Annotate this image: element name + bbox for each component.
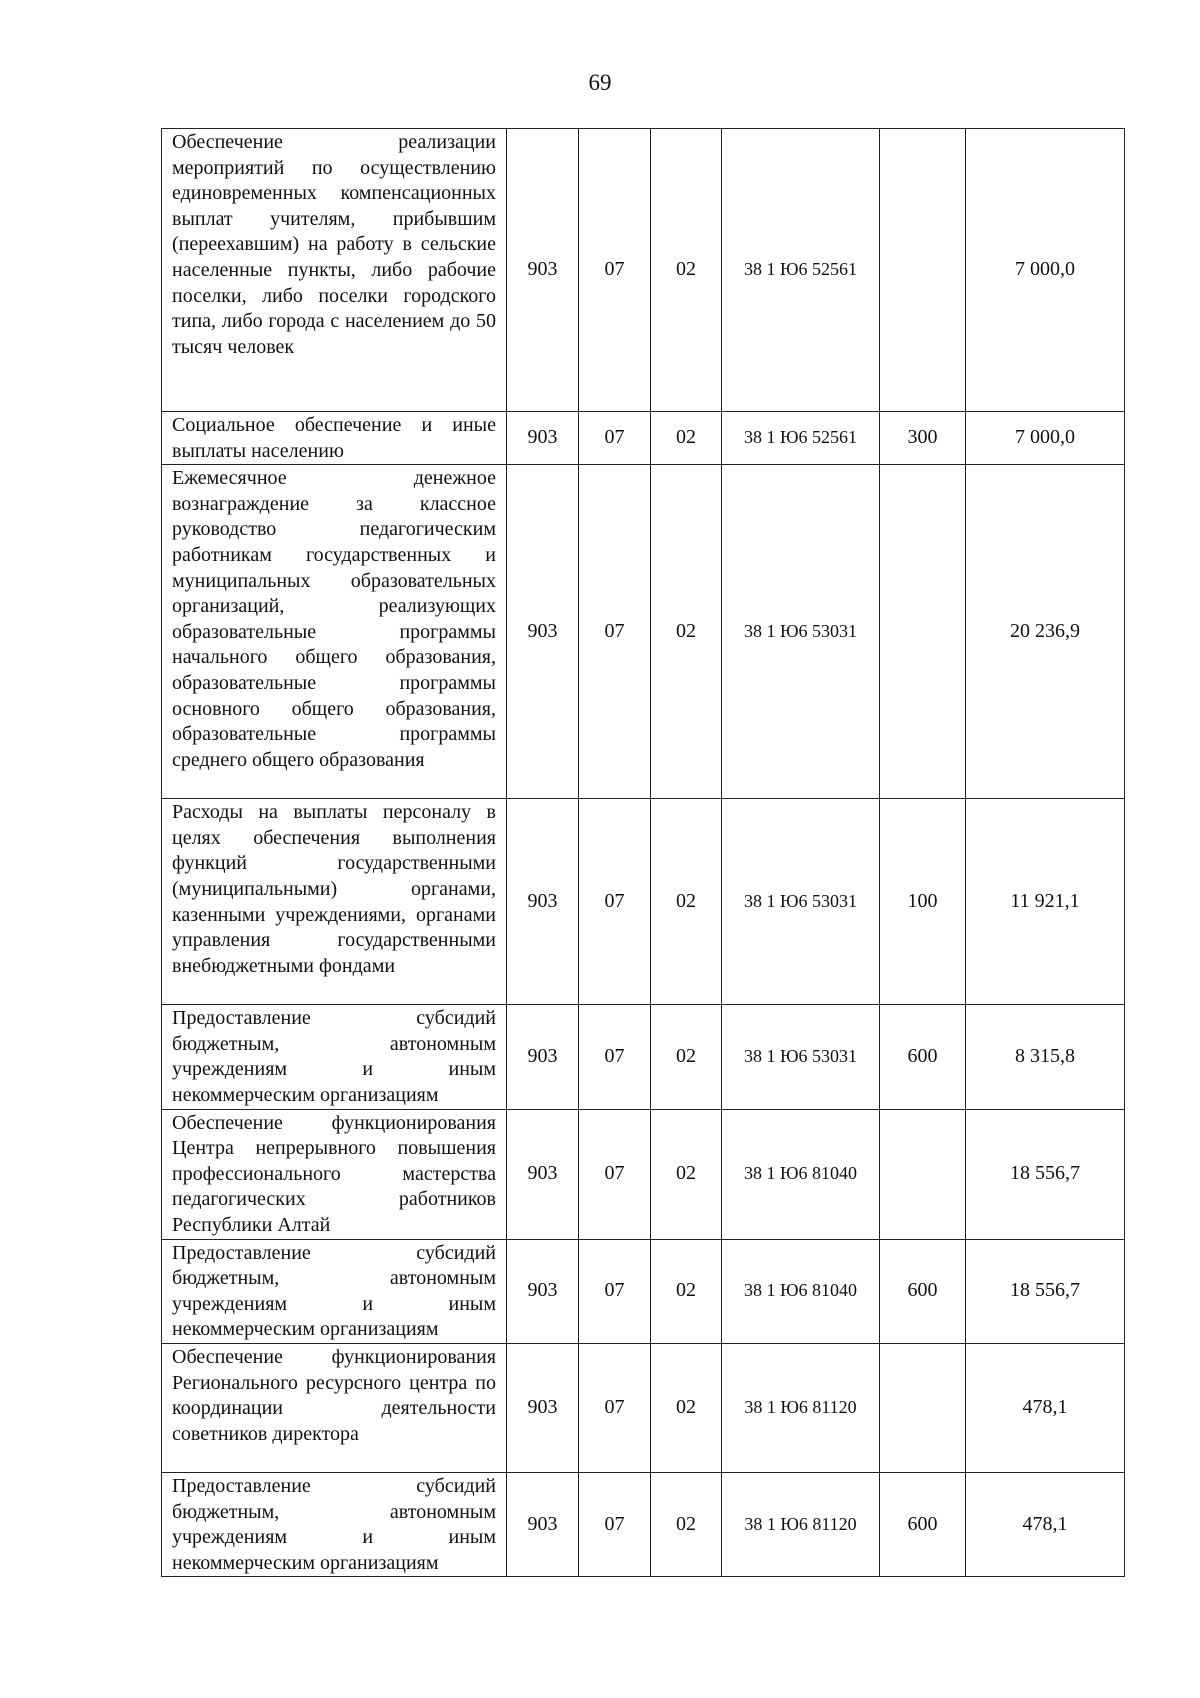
row-ministry-code: 903: [507, 1472, 579, 1576]
row-target-article: 38 1 Ю6 53031: [722, 799, 880, 1005]
row-target-article: 38 1 Ю6 81040: [722, 1239, 880, 1343]
row-description: Обеспечение функционирования Регионального ресурсного центра по координации деятельности советников директора: [162, 1343, 507, 1472]
row-section-code: 07: [579, 1472, 651, 1576]
table-row: [162, 412, 1125, 465]
row-ministry-code: 903: [507, 1005, 579, 1109]
row-target-article: 38 1 Ю6 52561: [722, 412, 880, 465]
row-target-article: 38 1 Ю6 81120: [722, 1472, 880, 1576]
row-subsection-code: 02: [651, 129, 722, 412]
row-amount: 11 921,1: [966, 799, 1125, 1005]
row-ministry-code: 903: [507, 412, 579, 465]
table-row: [162, 129, 1125, 412]
row-description: Обеспечение функционирования Центра непрерывного повышения профессионального мастерства педагогических работников Республики Алтай: [162, 1109, 507, 1239]
row-expense-type: [880, 1109, 966, 1239]
row-ministry-code: 903: [507, 129, 579, 412]
row-section-code: 07: [579, 799, 651, 1005]
row-amount: 478,1: [966, 1472, 1125, 1576]
row-section-code: 07: [579, 1005, 651, 1109]
row-section-code: 07: [579, 1239, 651, 1343]
row-ministry-code: 903: [507, 465, 579, 799]
table-row: [162, 1005, 1125, 1109]
row-description: Обеспечение реализации мероприятий по осуществлению единовременных компенсационных выплат учителям, прибывшим (переехавшим) на работу в сельские населенные пункты, либо рабочие поселки, либо поселки городского типа, либо города с населением до 50 тысяч человек: [162, 129, 507, 412]
row-subsection-code: 02: [651, 1239, 722, 1343]
row-ministry-code: 903: [507, 1109, 579, 1239]
row-expense-type: 600: [880, 1239, 966, 1343]
row-amount: 478,1: [966, 1343, 1125, 1472]
table-row: [162, 1109, 1125, 1239]
row-description: Социальное обеспечение и иные выплаты населению: [162, 412, 507, 465]
page-number: 69: [588, 70, 612, 95]
row-subsection-code: 02: [651, 1109, 722, 1239]
row-ministry-code: 903: [507, 1343, 579, 1472]
row-amount: 18 556,7: [966, 1239, 1125, 1343]
row-amount: 20 236,9: [966, 465, 1125, 799]
table-row: [162, 1472, 1125, 1576]
row-subsection-code: 02: [651, 1005, 722, 1109]
row-target-article: 38 1 Ю6 81120: [722, 1343, 880, 1472]
row-target-article: 38 1 Ю6 53031: [722, 1005, 880, 1109]
table-row: [162, 1343, 1125, 1472]
row-description: Предоставление субсидий бюджетным, автономным учреждениям и иным некоммерческим организациям: [162, 1005, 507, 1109]
budget-table-body: [162, 129, 1125, 1577]
row-amount: 18 556,7: [966, 1109, 1125, 1239]
row-expense-type: 300: [880, 412, 966, 465]
table-row: [162, 1239, 1125, 1343]
row-expense-type: 600: [880, 1005, 966, 1109]
row-section-code: 07: [579, 1109, 651, 1239]
row-subsection-code: 02: [651, 412, 722, 465]
table-row: [162, 465, 1125, 799]
row-section-code: 07: [579, 129, 651, 412]
row-ministry-code: 903: [507, 1239, 579, 1343]
row-description: Расходы на выплаты персоналу в целях обеспечения выполнения функций государственными (муниципальными) органами, казенными учреждениями, органами управления государственными внебюджетными фондами: [162, 799, 507, 1005]
row-amount: 8 315,8: [966, 1005, 1125, 1109]
row-expense-type: 100: [880, 799, 966, 1005]
row-section-code: 07: [579, 412, 651, 465]
row-expense-type: [880, 465, 966, 799]
row-subsection-code: 02: [651, 1472, 722, 1576]
row-target-article: 38 1 Ю6 53031: [722, 465, 880, 799]
row-amount: 7 000,0: [966, 412, 1125, 465]
row-expense-type: [880, 129, 966, 412]
table-row: [162, 799, 1125, 1005]
budget-table: [161, 128, 1125, 1577]
row-target-article: 38 1 Ю6 52561: [722, 129, 880, 412]
row-target-article: 38 1 Ю6 81040: [722, 1109, 880, 1239]
row-ministry-code: 903: [507, 799, 579, 1005]
row-description: Предоставление субсидий бюджетным, автономным учреждениям и иным некоммерческим организациям: [162, 1472, 507, 1576]
row-description: Предоставление субсидий бюджетным, автономным учреждениям и иным некоммерческим организациям: [162, 1239, 507, 1343]
row-description: Ежемесячное денежное вознаграждение за классное руководство педагогическим работникам государственных и муниципальных образовательных организаций, реализующих образовательные программы начального общего образования, образовательные программы основного общего образования, образовательные программы среднего общего образования: [162, 465, 507, 799]
row-subsection-code: 02: [651, 465, 722, 799]
row-subsection-code: 02: [651, 799, 722, 1005]
row-section-code: 07: [579, 1343, 651, 1472]
row-expense-type: [880, 1343, 966, 1472]
row-amount: 7 000,0: [966, 129, 1125, 412]
row-section-code: 07: [579, 465, 651, 799]
row-subsection-code: 02: [651, 1343, 722, 1472]
row-expense-type: 600: [880, 1472, 966, 1576]
